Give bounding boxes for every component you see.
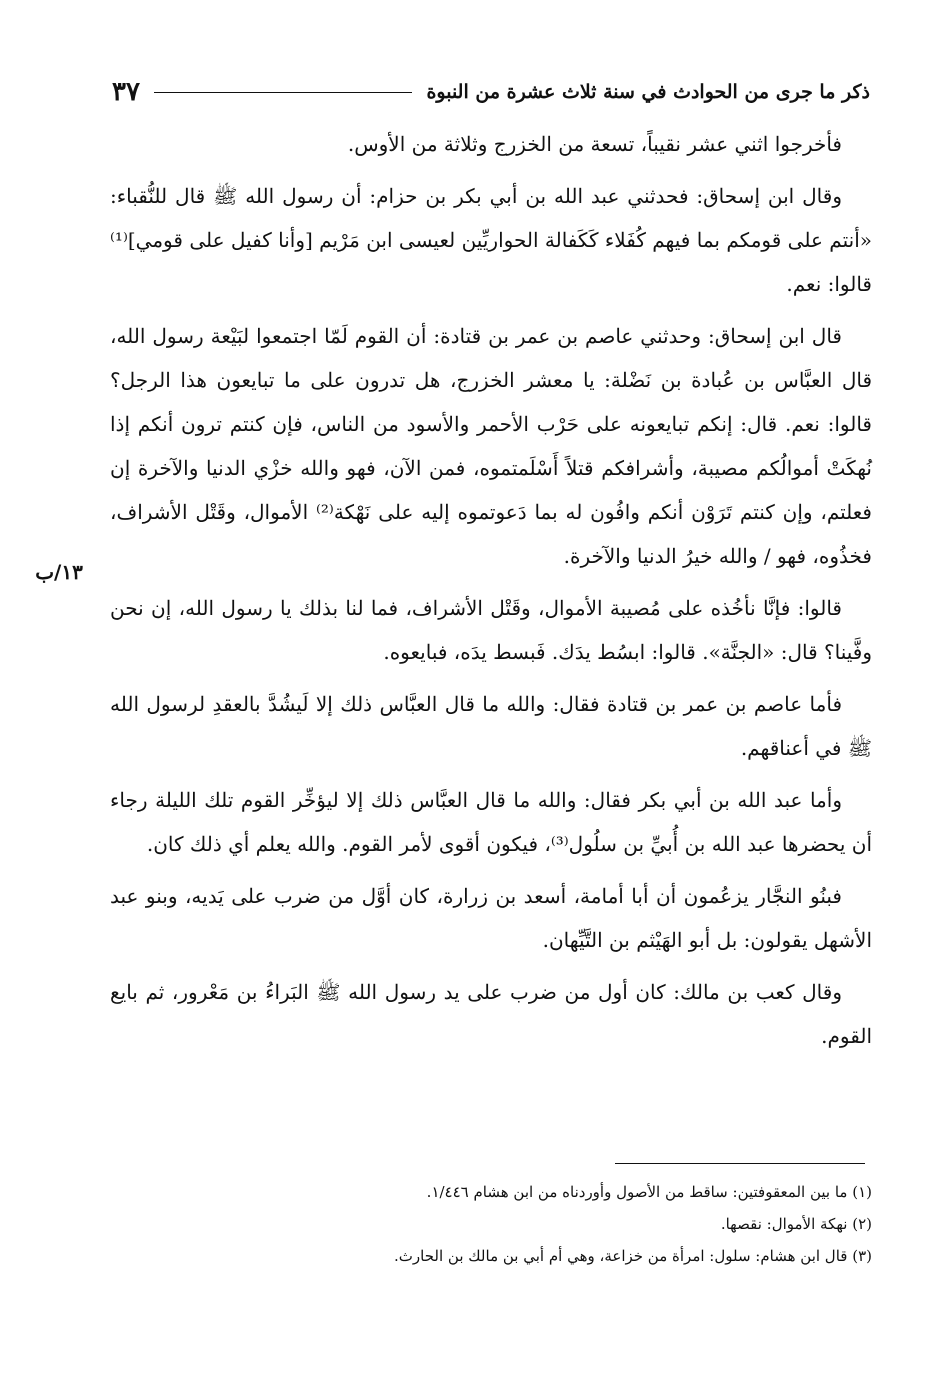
footnote: (١) ما بين المعقوفتين: ساقط من الأصول وأوردناه من ابن هشام ١/٤٤٦. [426, 1183, 872, 1201]
paragraph: فأما عاصم بن عمر بن قتادة فقال: والله ما قال العبَّاس ذلك إلا لَيشُدَّ بالعقدِ لرسول الله ﷺ في أعناقهم. [110, 692, 872, 760]
page-number: ٣٧ [112, 77, 140, 107]
paragraph: فبنُو النجَّار يزعُمون أن أبا أمامة، أسعد بن زرارة، كان أوَّل من ضرب على يَديه، وبنو عبد الأشهل يقولون: بل أبو الهَيْثم بن التَّيِّهان. [110, 884, 872, 952]
footnotes [110, 1176, 872, 1272]
footnote: (٣) قال ابن هشام: سلول: امرأة من خزاعة، وهي أم أبي بن مالك بن الحارث. [394, 1247, 872, 1265]
main-text [110, 122, 872, 1066]
header-rule [154, 92, 413, 93]
paragraph: وأما عبد الله بن أبي بكر فقال: والله ما قال العبَّاس ذلك إلا ليؤخِّر القوم تلك الليلة رجاء أن يحضرها عبد الله بن أُبيِّ بن سلُول⁽³⁾، فيكون أقوى لأمر القوم. والله يعلم أي ذلك كان. [110, 788, 872, 856]
paragraph: قال ابن إسحاق: وحدثني عاصم بن عمر بن قتادة: أن القوم لَمّا اجتمعوا لبَيْعة رسول الله، قال العبَّاس بن عُبادة بن نَضْلة: يا معشر الخزرج، هل تدرون على ما تبايعون هذا الرجل؟ قالوا: نعم. قال: إنكم تبايعونه على حَرْب الأحمر والأسود من الناس، فإن كنتم ترون أنكم إذا نُهكَتْ أموالُكم مصيبة، وأشرافكم قتلاً أَسْلَمتموه، فمن الآن، فهو والله خزْي الدنيا والآخرة إن فعلتم، وإن كنتم تَرَوْن أنكم وافُون له بما دَعوتموه إليه على نَهْكة⁽²⁾ الأموال، وقَتْل الأشراف، فخذُوه، فهو / والله خيرُ الدنيا والآخرة. [110, 324, 872, 568]
footnote: (٢) نهكة الأموال: نقصها. [720, 1215, 872, 1233]
running-title: ذكر ما جرى من الحوادث في سنة ثلاث عشرة من النبوة [426, 81, 870, 103]
paragraph: فأخرجوا اثني عشر نقيباً، تسعة من الخزرج وثلاثة من الأوس. [347, 132, 842, 156]
paragraph: قالوا: فإنَّا نأخُذه على مُصيبة الأموال، وقَتْل الأشراف، فما لنا بذلك يا رسول الله، إن نحن وفَّينا؟ قال: «الجنَّة». قالوا: ابسُط يدَك. فَبسط يدَه، فبايعوه. [110, 596, 872, 664]
paragraph: وقال ابن إسحاق: فحدثني عبد الله بن أبي بكر بن حزام: أن رسول الله ﷺ قال للنُّقباء: «أنتم على قومكم بما فيهم كُفَلاء كَكَفالة الحواريِّين لعيسى ابن مَرْيم [وأنا كفيل على قومي]⁽¹⁾ قالوا: نعم. [110, 184, 872, 296]
paragraph: وقال كعب بن مالك: كان أول من ضرب على يد رسول الله ﷺ البَراءُ بن مَعْرور، ثم بايع القوم. [110, 980, 872, 1048]
manuscript-folio-note: ١٣/ب [35, 560, 83, 584]
running-header [112, 72, 870, 112]
footnote-rule [615, 1163, 865, 1164]
